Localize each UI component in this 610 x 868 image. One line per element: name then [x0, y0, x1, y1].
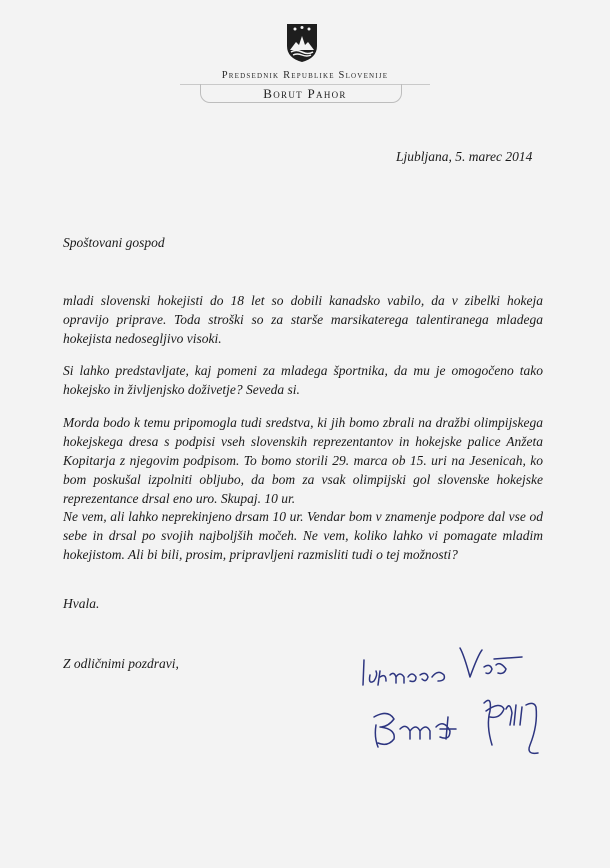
salutation: Spoštovani gospod	[63, 235, 165, 250]
thanks-line: Hvala.	[63, 596, 100, 611]
slovenia-coat-of-arms-icon	[285, 22, 319, 64]
closing-line: Z odličnimi pozdravi,	[63, 656, 179, 671]
body-paragraph: Si lahko predstavljate, kaj pomeni za mladega športnika, da mu je omogočeno tako hokejsko in življenjsko doživetje? Seveda si.	[63, 363, 543, 397]
office-title: Predsednik Republike Slovenije	[221, 70, 389, 81]
president-name: Borut Pahor	[263, 86, 347, 101]
letterhead	[0, 0, 610, 110]
body-paragraph: mladi slovenski hokejisti do 18 let so dobili kanadsko vabilo, da v zibelki hokeja opravijo priprave. Toda stroški so za starše marsikaterega talentiranega mladega hokejista nedosegljivo visoki.	[63, 293, 543, 346]
handwritten-signature-icon	[360, 645, 560, 775]
date-line: Ljubljana, 5. marec 2014	[396, 149, 533, 164]
body-paragraph: Ne vem, ali lahko neprekinjeno drsam 10 ur. Vendar bom v znamenje podpore dal vse od sebe in drsal po svojih najboljših močeh. Ne vem, koliko lahko vi pomagate mladim hokejistom. Ali bi bili, prosim, pripravljeni razmisliti tudi o tej možnosti?	[63, 509, 543, 562]
body-paragraph: Morda bodo k temu pripomogla tudi sredstva, ki jih bomo zbrali na dražbi olimpijskega hokejskega dresa s podpisi vseh slovenskih reprezentantov in hokejske palice Anžeta Kopitarja z njegovim podpisom. To bomo storili 29. marca ob 15. uri na Jesenicah, ko bom poskušal izpolniti obljubo, da bom za vsak olimpijski gol slovenske hokejske reprezentance drsal eno uro. Skupaj. 10 ur.	[63, 415, 543, 506]
